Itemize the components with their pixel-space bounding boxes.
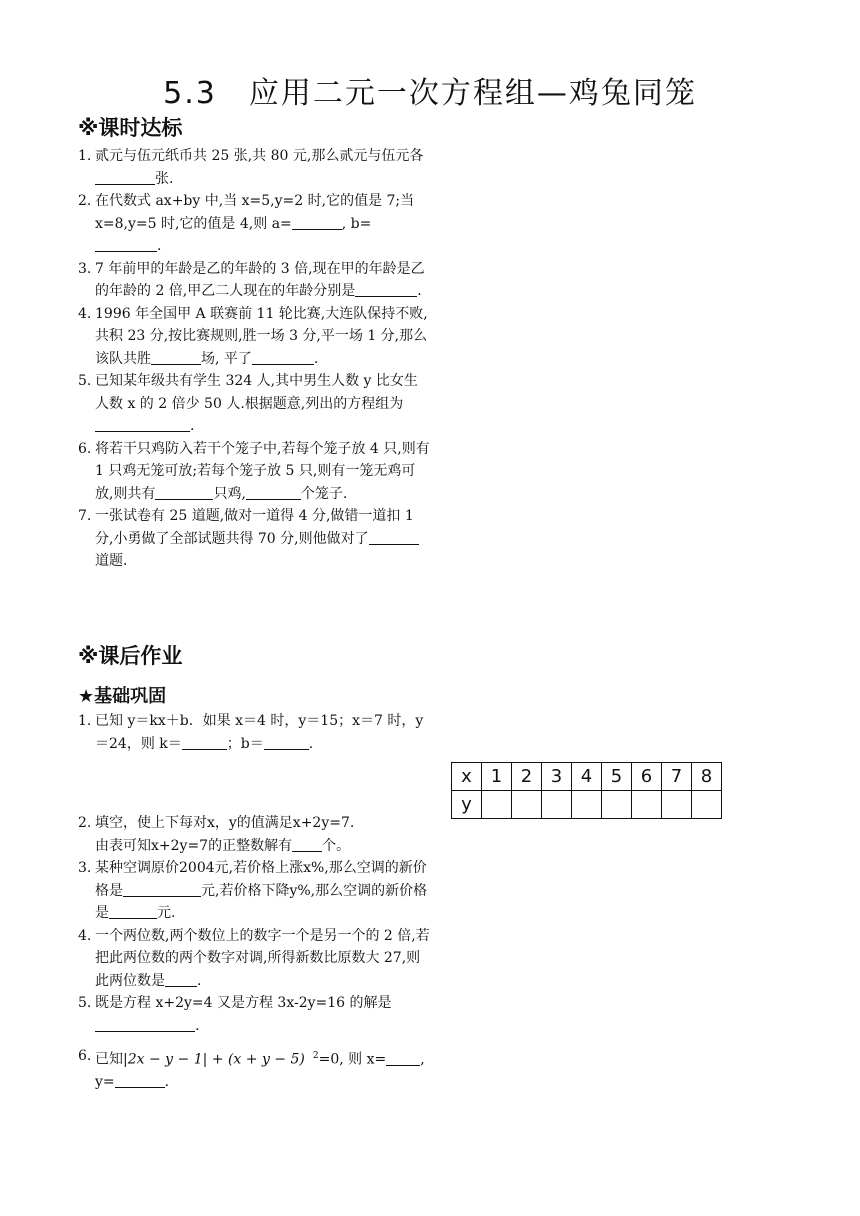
x-value-cell: 2 bbox=[512, 763, 542, 791]
x-value-cell: 1 bbox=[482, 763, 512, 791]
answer-blank[interactable] bbox=[115, 1072, 165, 1088]
answer-blank[interactable] bbox=[252, 349, 314, 365]
answer-blank[interactable] bbox=[369, 529, 419, 545]
y-answer-cell[interactable] bbox=[572, 791, 602, 819]
answer-blank[interactable] bbox=[386, 1050, 420, 1066]
xy-value-table bbox=[451, 762, 722, 819]
y-label-cell: y bbox=[452, 791, 482, 819]
homework-list-part1 bbox=[78, 710, 430, 755]
answer-blank[interactable] bbox=[355, 281, 417, 297]
y-answer-cell[interactable] bbox=[512, 791, 542, 819]
list-item: 5. 既是方程 x+2y=4 又是方程 3x-2y=16 的解是. bbox=[78, 995, 392, 1034]
answer-blank[interactable] bbox=[95, 236, 157, 252]
exponent: 2 bbox=[312, 1051, 319, 1061]
y-answer-cell[interactable] bbox=[662, 791, 692, 819]
list-item: 4. 一个两位数,两个数位上的数字一个是另一个的 2 倍,若把此两位数的两个数字对调,所得新数比原数大 27,则此两位数是 . bbox=[78, 927, 430, 989]
answer-blank[interactable] bbox=[155, 484, 213, 500]
list-item: 6. 已知|2x − y − 1| + (x + y − 5) $^2$=0, 则 x= , y= . bbox=[78, 1048, 425, 1091]
y-answer-cell[interactable] bbox=[542, 791, 572, 819]
table-row-x bbox=[452, 763, 722, 791]
answer-blank[interactable] bbox=[109, 903, 157, 919]
x-value-cell: 5 bbox=[602, 763, 632, 791]
list-item: 1. 贰元与伍元纸币共 25 张,共 80 元,那么贰元与伍元各张. bbox=[78, 148, 424, 187]
list-item: 2. 填空，使上下每对x，y的值满足x+2y=7. 由表可知x+2y=7的正整数解有 个。 bbox=[78, 815, 355, 854]
absolute-value-expression: |2x − y − 1| bbox=[123, 1051, 208, 1068]
page-title: 5.3 应用二元一次方程组—鸡兔同笼 bbox=[163, 76, 697, 111]
x-value-cell: 6 bbox=[632, 763, 662, 791]
x-value-cell: 4 bbox=[572, 763, 602, 791]
answer-blank[interactable] bbox=[151, 349, 201, 365]
answer-blank[interactable] bbox=[95, 1016, 195, 1032]
list-item: 5. 已知某年级共有学生 324 人,其中男生人数 y 比女生人数 x 的 2 倍少 50 人.根据题意,列出的方程组为. bbox=[78, 373, 418, 434]
answer-blank[interactable] bbox=[292, 214, 342, 230]
x-value-cell: 8 bbox=[692, 763, 722, 791]
y-answer-cell[interactable] bbox=[482, 791, 512, 819]
answer-blank[interactable] bbox=[95, 169, 155, 185]
x-label-cell: x bbox=[452, 763, 482, 791]
section-heading-homework: ※课后作业 bbox=[78, 644, 183, 668]
list-item: 3. 某种空调原价2004元,若价格上涨x%,那么空调的新价格是 元,若价格下降y%,那么空调的新价格是 元. bbox=[78, 860, 428, 921]
homework-list-part2 bbox=[78, 812, 430, 1094]
answer-blank[interactable] bbox=[123, 881, 201, 897]
list-item: 6. 将若干只鸡防入若干个笼子中,若每个笼子放 4 只,则有 1 只鸡无笼可放;若每个笼子放 5 只,则有一笼无鸡可放,则共有 只鸡, 个笼子. bbox=[78, 440, 430, 502]
table-row-y bbox=[452, 791, 722, 819]
y-answer-cell[interactable] bbox=[692, 791, 722, 819]
list-item: 3. 7 年前甲的年龄是乙的年龄的 3 倍,现在甲的年龄是乙的年龄的 2 倍,甲乙二人现在的年龄分别是 . bbox=[78, 260, 425, 299]
answer-blank[interactable] bbox=[264, 734, 309, 750]
y-answer-cell[interactable] bbox=[632, 791, 662, 819]
answer-blank[interactable] bbox=[165, 971, 197, 987]
squared-term: + (x + y − 5) bbox=[207, 1051, 305, 1068]
answer-blank[interactable] bbox=[292, 836, 322, 852]
answer-blank[interactable] bbox=[246, 484, 301, 500]
class-goals-list bbox=[78, 145, 430, 573]
answer-blank[interactable] bbox=[95, 416, 190, 432]
answer-blank[interactable] bbox=[182, 734, 227, 750]
x-value-cell: 3 bbox=[542, 763, 572, 791]
x-value-cell: 7 bbox=[662, 763, 692, 791]
subsection-heading-basics: ★基础巩固 bbox=[78, 686, 167, 707]
list-item: 1. 已知 y＝kx＋b．如果 x＝4 时，y＝15；x＝7 时，y＝24，则 k＝ ；b＝ . bbox=[78, 713, 424, 752]
y-answer-cell[interactable] bbox=[602, 791, 632, 819]
list-item: 4. 1996 年全国甲 A 联赛前 11 轮比赛,大连队保持不败,共积 23 分,按比赛规则,胜一场 3 分,平一场 1 分,那么该队共胜 场, 平了 . bbox=[78, 305, 428, 367]
list-item: 2. 在代数式 ax+by 中,当 x=5,y=2 时,它的值是 7;当 x=8,y=5 时,它的值是 4,则 a= , b=. bbox=[78, 193, 415, 254]
list-item: 7. 一张试卷有 25 道题,做对一道得 4 分,做错一道扣 1 分,小勇做了全部试题共得 70 分,则他做对了道题. bbox=[78, 505, 430, 573]
section-heading-class-goals: ※课时达标 bbox=[78, 116, 183, 140]
